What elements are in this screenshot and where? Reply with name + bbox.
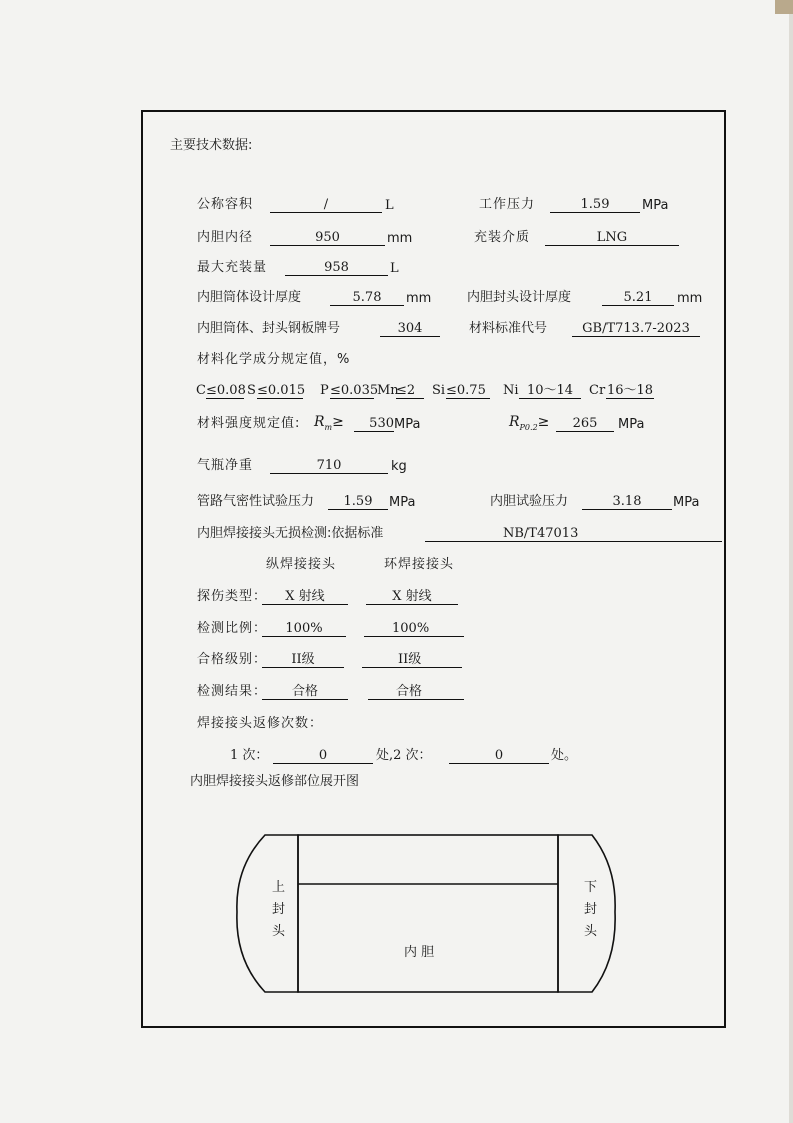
chem-s-value: ≤0.015 bbox=[257, 383, 306, 398]
ndt-label: 内胆焊接接头无损检测:依据标准 bbox=[197, 526, 384, 541]
left-head-char-3: 头 bbox=[272, 924, 286, 939]
left-head-char-1: 上 bbox=[272, 880, 286, 895]
strength-label: 材料强度规定值: bbox=[197, 416, 301, 431]
diagram-body-label: 内 胆 bbox=[404, 945, 435, 960]
flaw-type-circ: X 射线 bbox=[366, 589, 458, 605]
tank-body-outline bbox=[298, 835, 558, 992]
inner-test-unit: MPa bbox=[673, 495, 700, 510]
working-pressure-label: 工作压力 bbox=[479, 197, 536, 212]
net-weight-label: 气瓶净重 bbox=[197, 458, 254, 473]
working-pressure-unit: MPa bbox=[642, 198, 669, 213]
shell-thickness-value: 5.78 bbox=[330, 290, 404, 306]
max-fill-value: 958 bbox=[285, 260, 388, 276]
flaw-type-label: 探伤类型： bbox=[197, 589, 268, 604]
inner-test-value: 3.18 bbox=[582, 494, 672, 510]
left-head-char-2: 封 bbox=[272, 902, 286, 917]
chem-c-label: C bbox=[196, 383, 206, 398]
repair-mid-label: 处,2 次： bbox=[376, 748, 432, 763]
max-fill-label: 最大充装量 bbox=[197, 260, 268, 275]
steel-grade-value: 304 bbox=[380, 321, 440, 337]
chem-si-label: Si bbox=[432, 383, 446, 398]
weld-header-longitudinal: 纵焊接接头 bbox=[266, 557, 337, 572]
chem-p-value: ≤0.035 bbox=[330, 383, 379, 398]
nominal-volume-unit: L bbox=[385, 198, 394, 213]
repair-second-value: 0 bbox=[449, 748, 549, 764]
net-weight-unit: kg bbox=[391, 459, 407, 474]
inner-diameter-label: 内胆内径 bbox=[197, 230, 254, 245]
page-corner-mark bbox=[775, 0, 793, 14]
chem-si-value: ≤0.75 bbox=[446, 383, 490, 399]
shell-thickness-unit: mm bbox=[406, 291, 432, 306]
rp-symbol: $R_{P0.2}\ge$ bbox=[509, 414, 550, 432]
steel-grade-label: 内胆筒体、封头钢板牌号 bbox=[197, 321, 341, 336]
chem-title: 材料化学成分规定值，% bbox=[197, 352, 351, 367]
rm-value: 530 bbox=[354, 416, 394, 432]
chem-ni-value: 10～14 bbox=[519, 383, 581, 399]
result-label: 检测结果： bbox=[197, 684, 268, 699]
weld-header-circumferential: 环焊接接头 bbox=[384, 557, 455, 572]
result-circ: 合格 bbox=[368, 684, 464, 700]
head-thickness-unit: mm bbox=[677, 291, 703, 306]
rm-unit: MPa bbox=[394, 417, 421, 432]
chem-c-value: ≤0.08 bbox=[206, 383, 246, 398]
grade-long: II级 bbox=[262, 652, 344, 668]
right-head-char-3: 头 bbox=[584, 924, 598, 939]
grade-label: 合格级别： bbox=[197, 652, 268, 667]
pipe-test-unit: MPa bbox=[389, 495, 416, 510]
nominal-volume-label: 公称容积 bbox=[197, 197, 254, 212]
repair-first-label: 1 次： bbox=[230, 748, 269, 763]
diagram-title: 内胆焊接接头返修部位展开图 bbox=[190, 774, 360, 789]
rp-value: 265 bbox=[556, 416, 614, 432]
inner-diameter-unit: mm bbox=[387, 231, 413, 246]
medium-value: LNG bbox=[545, 230, 679, 246]
chem-s-label: S bbox=[247, 383, 256, 398]
inner-test-label: 内胆试验压力 bbox=[490, 494, 569, 509]
chem-mn-label: Mn bbox=[377, 383, 399, 398]
chem-cr-value: 16～18 bbox=[606, 383, 654, 398]
right-head-char-1: 下 bbox=[584, 880, 598, 895]
net-weight-value: 710 bbox=[270, 458, 388, 474]
chem-mn-value: ≤2 bbox=[396, 383, 424, 399]
repair-end-label: 处。 bbox=[551, 748, 578, 763]
page-edge bbox=[789, 14, 793, 1123]
flaw-type-long: X 射线 bbox=[262, 589, 348, 605]
head-thickness-label: 内胆封头设计厚度 bbox=[467, 290, 572, 305]
chem-p-label: P bbox=[320, 383, 329, 398]
working-pressure-value: 1.59 bbox=[550, 197, 640, 213]
material-std-label: 材料标准代号 bbox=[469, 321, 548, 336]
pipe-test-value: 1.59 bbox=[328, 494, 388, 510]
section-title: 主要技术数据: bbox=[170, 138, 253, 153]
head-thickness-value: 5.21 bbox=[602, 290, 674, 306]
right-head-char-2: 封 bbox=[584, 902, 598, 917]
rm-symbol: $R_m\ge$ bbox=[314, 414, 344, 432]
max-fill-unit: L bbox=[390, 261, 399, 276]
nominal-volume-value: / bbox=[270, 197, 382, 213]
repair-title: 焊接接头返修次数： bbox=[197, 716, 324, 731]
inspect-ratio-long: 100% bbox=[262, 621, 346, 637]
shell-thickness-label: 内胆筒体设计厚度 bbox=[197, 290, 302, 305]
rp-unit: MPa bbox=[618, 417, 645, 432]
upper-head-outline bbox=[237, 835, 298, 992]
grade-circ: II级 bbox=[362, 652, 462, 668]
repair-first-value: 0 bbox=[273, 748, 373, 764]
inner-diameter-value: 950 bbox=[270, 230, 385, 246]
material-std-value: GB/T713.7-2023 bbox=[572, 321, 700, 337]
ndt-value: NB/T47013 bbox=[425, 526, 722, 542]
inner-tank-diagram bbox=[232, 832, 617, 994]
result-long: 合格 bbox=[262, 684, 348, 700]
pipe-test-label: 管路气密性试验压力 bbox=[197, 494, 315, 509]
chem-ni-label: Ni bbox=[503, 383, 519, 398]
chem-cr-label: Cr bbox=[589, 383, 606, 398]
medium-label: 充装介质 bbox=[474, 230, 531, 245]
inspect-ratio-circ: 100% bbox=[364, 621, 464, 637]
inspect-ratio-label: 检测比例： bbox=[197, 621, 268, 636]
